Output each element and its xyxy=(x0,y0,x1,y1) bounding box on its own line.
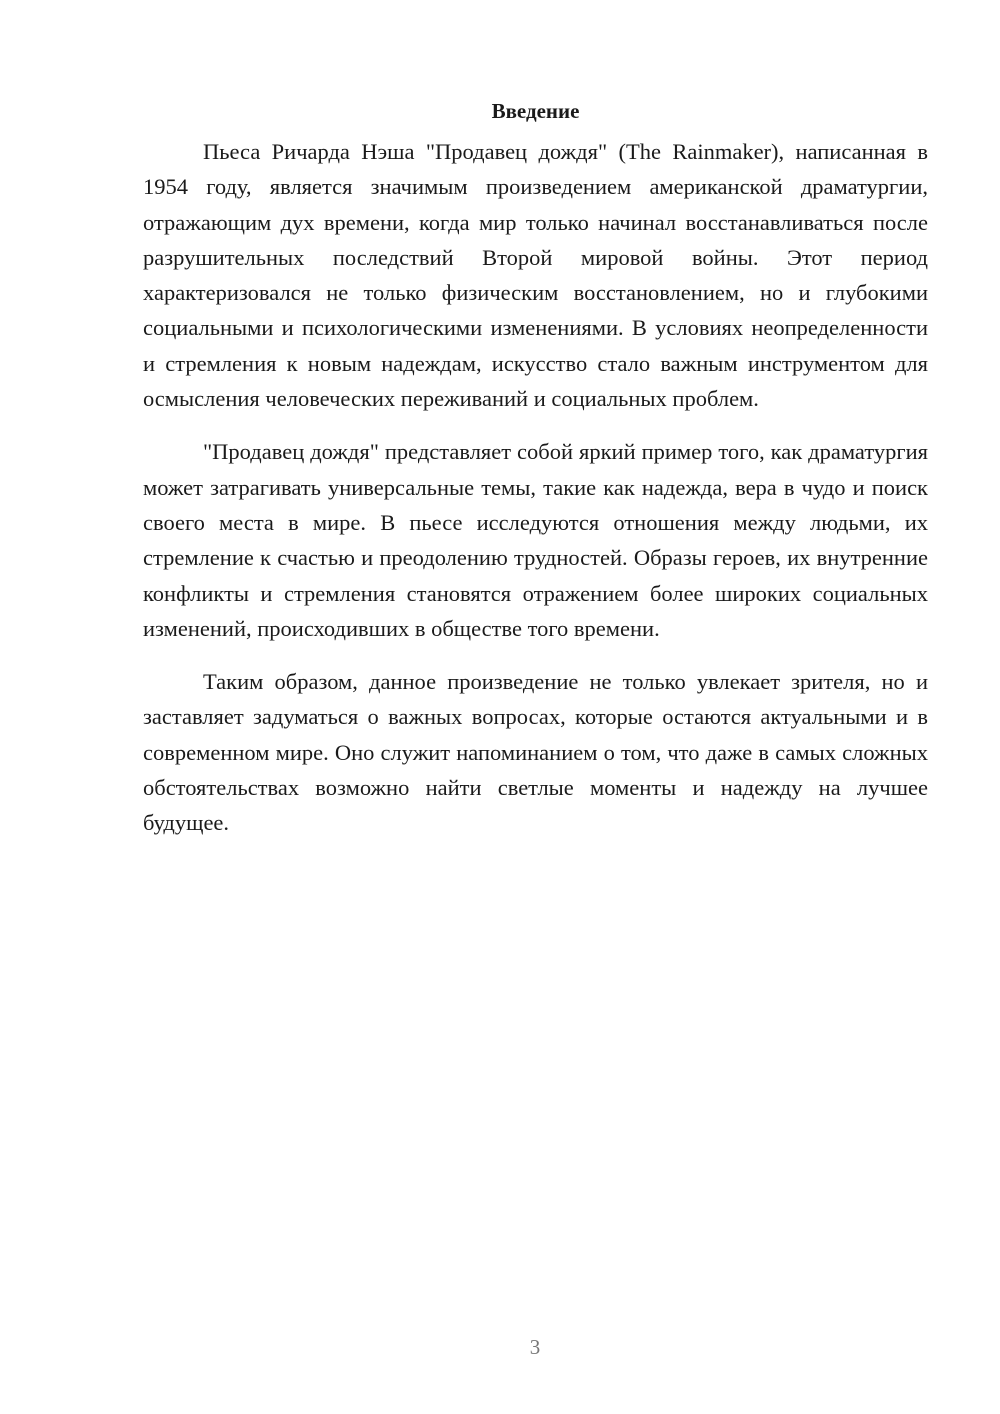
paragraph-3: Таким образом, данное произведение не только увлекает зрителя, но и заставляет задуматься о важных вопросах, которые остаются актуальными и в современном мире. Оно служит напоминанием о том, что даже в самых сложных обстоятельствах возможно найти светлые моменты и надежду на лучшее будущее. xyxy=(143,669,928,836)
paragraph-1: Пьеса Ричарда Нэша "Продавец дождя" (The Rainmaker), написанная в 1954 году, является значимым произведением американской драматургии, отражающим дух времени, когда мир только начинал восстанавливаться после разрушительных последствий Второй мировой войны. Этот период характеризовался не только физическим восстановлением, но и глубокими социальными и психологическими изменениями. В условиях неопределенности и стремления к новым надеждам, искусство стало важным инструментом для осмысления человеческих переживаний и социальных проблем. xyxy=(143,139,928,412)
section-title: Введение xyxy=(491,99,580,123)
paragraph-2: "Продавец дождя" представляет собой яркий пример того, как драматургия может затрагивать универсальные темы, такие как надежда, вера в чудо и поиск своего места в мире. В пьесе исследуются отношения между людьми, их стремление к счастью и преодолению трудностей. Образы героев, их внутренние конфликты и стремления становятся отражением более широких социальных изменений, происходивших в обществе того времени. xyxy=(143,439,928,641)
page-content xyxy=(143,96,928,841)
page-number: 3 xyxy=(529,1335,541,1359)
